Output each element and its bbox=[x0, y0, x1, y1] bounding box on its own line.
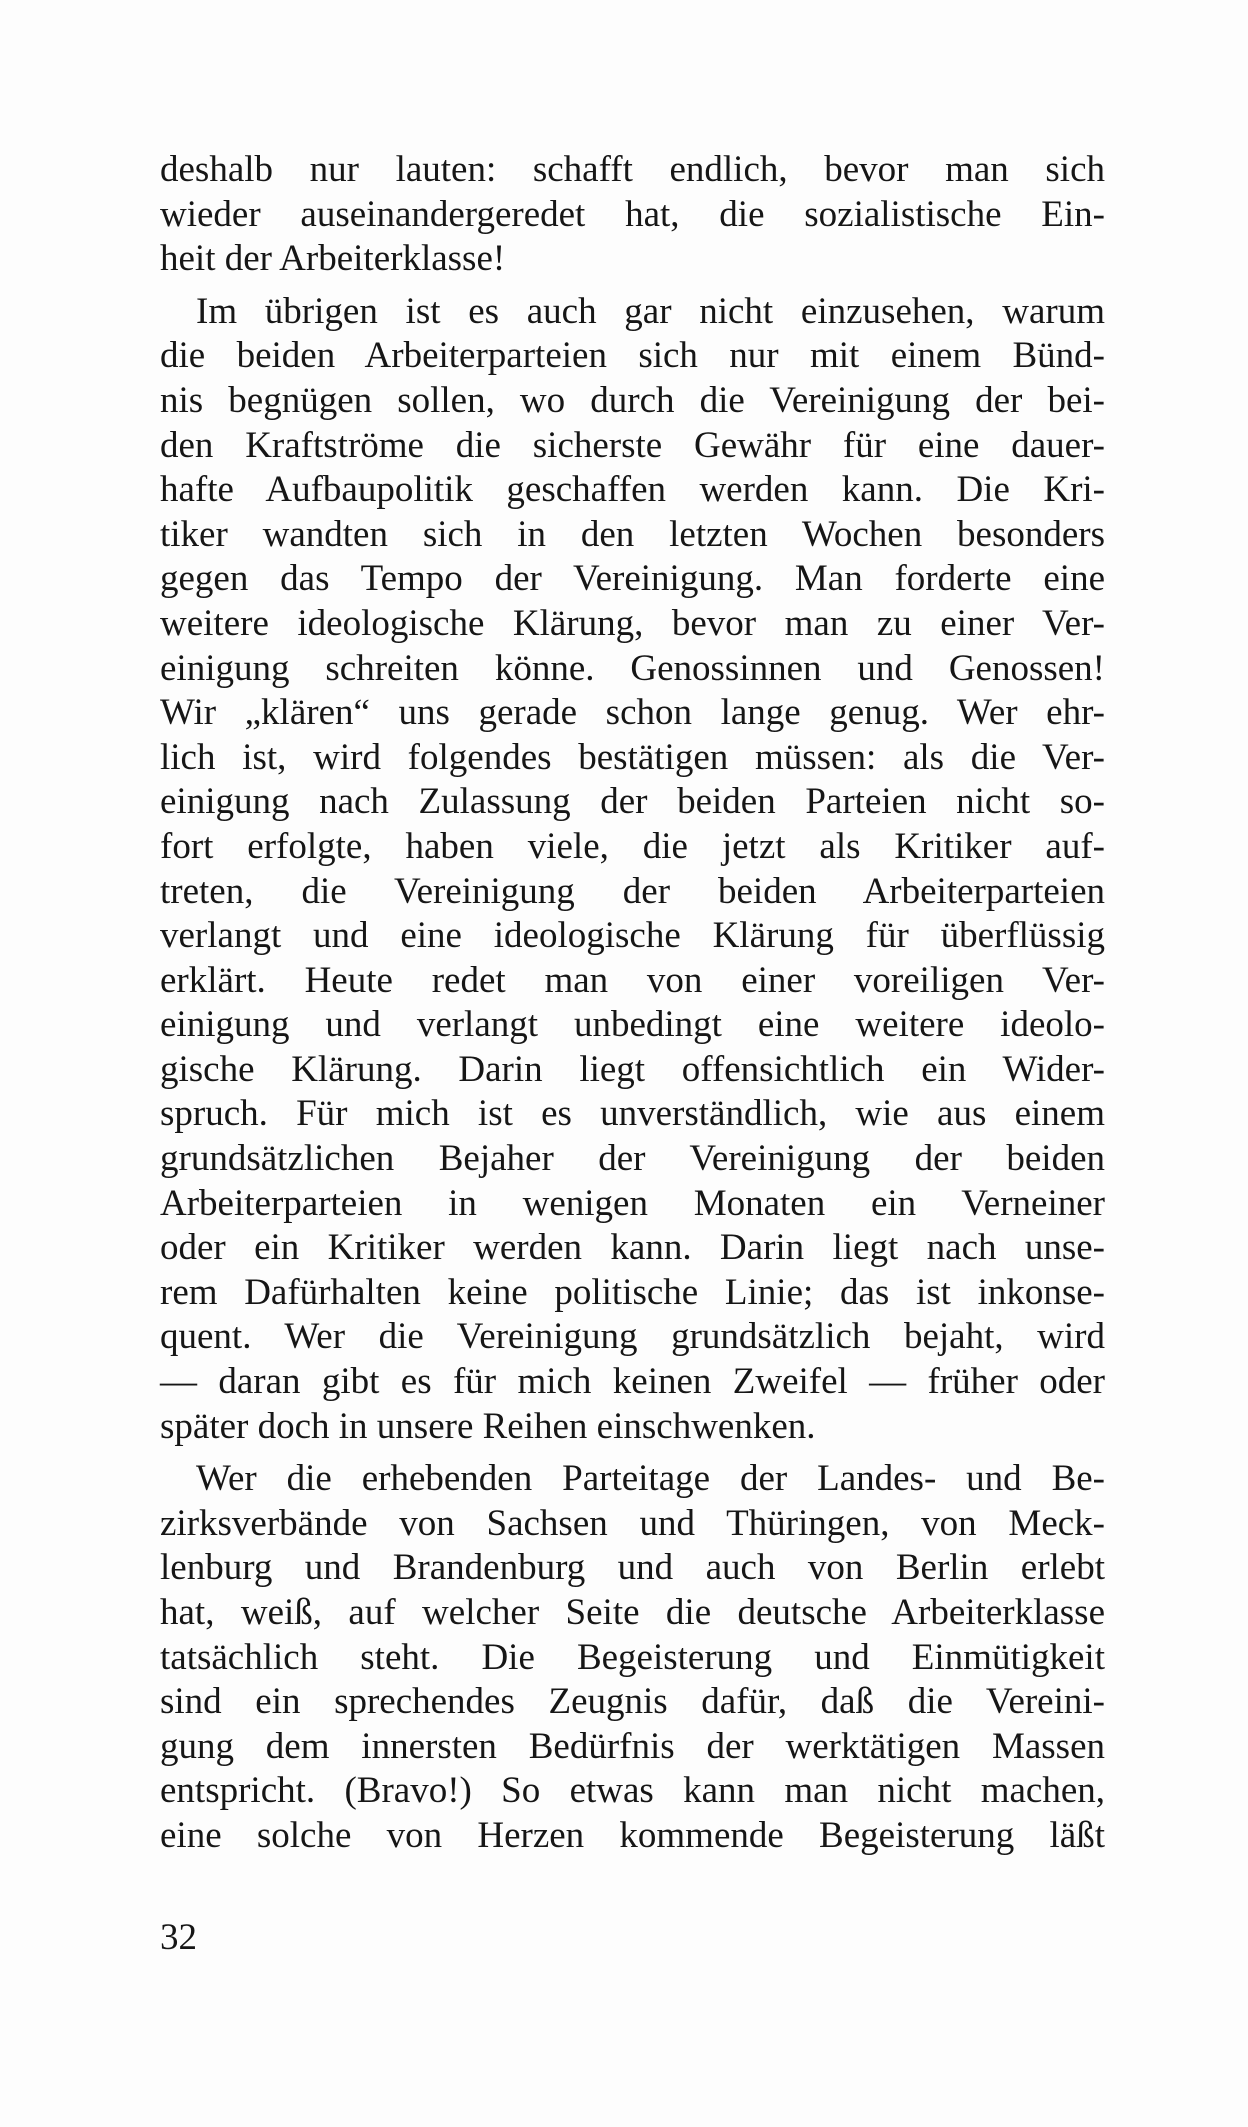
text-line: Wer die erhebenden Parteitage der Landes- und Be- bbox=[196, 1458, 1105, 1500]
text-line: weitere ideologische Klärung, bevor man zu einer Ver- bbox=[160, 602, 1105, 644]
text-line: gische Klärung. Darin liegt offensichtlich ein Wider- bbox=[160, 1048, 1105, 1090]
text-line: Wir „klären“ uns gerade schon lange genug. Wer ehr- bbox=[160, 692, 1105, 734]
text-line: — daran gibt es für mich keinen Zweifel — früher oder bbox=[160, 1361, 1105, 1403]
text-line: hafte Aufbaupolitik geschaffen werden kann. Die Kri- bbox=[160, 469, 1105, 511]
text-line: tatsächlich steht. Die Begeisterung und Einmütigkeit bbox=[160, 1636, 1105, 1678]
text-line: spruch. Für mich ist es unverständlich, wie aus einem bbox=[160, 1093, 1105, 1135]
text-line: grundsätzlichen Bejaher der Vereinigung der beiden bbox=[160, 1138, 1105, 1180]
text-line: einigung schreiten könne. Genossinnen und Genossen! bbox=[160, 647, 1105, 689]
paragraph bbox=[160, 290, 1105, 1449]
text-line: oder ein Kritiker werden kann. Darin liegt nach unse- bbox=[160, 1227, 1105, 1269]
text-line: später doch in unsere Reihen einschwenken. bbox=[160, 1405, 816, 1447]
text-line: heit der Arbeiterklasse! bbox=[160, 238, 506, 280]
text-line: Arbeiterparteien in wenigen Monaten ein Verneiner bbox=[160, 1182, 1105, 1224]
text-line: die beiden Arbeiterparteien sich nur mit einem Bünd- bbox=[160, 335, 1105, 377]
text-line: gegen das Tempo der Vereinigung. Man forderte eine bbox=[160, 558, 1105, 600]
text-line: fort erfolgte, haben viele, die jetzt als Kritiker auf- bbox=[160, 825, 1105, 867]
text-line: erklärt. Heute redet man von einer voreiligen Ver- bbox=[160, 959, 1105, 1001]
text-line: lenburg und Brandenburg und auch von Berlin erlebt bbox=[160, 1547, 1105, 1589]
paragraph bbox=[160, 1457, 1105, 1858]
text-line: deshalb nur lauten: schafft endlich, bevor man sich bbox=[160, 149, 1105, 190]
text-line: gung dem innersten Bedürfnis der werktätigen Massen bbox=[160, 1725, 1105, 1767]
text-line: nis begnügen sollen, wo durch die Vereinigung der bei- bbox=[160, 379, 1105, 421]
text-line: eine solche von Herzen kommende Begeisterung läßt bbox=[160, 1814, 1105, 1856]
paragraph bbox=[160, 148, 1105, 282]
text-line: rem Dafürhalten keine politische Linie; das ist inkonse- bbox=[160, 1271, 1105, 1313]
text-line: tiker wandten sich in den letzten Wochen besonders bbox=[160, 513, 1105, 555]
body-text bbox=[160, 148, 1105, 1859]
text-line: wieder auseinandergeredet hat, die sozialistische Ein- bbox=[160, 193, 1105, 235]
text-line: lich ist, wird folgendes bestätigen müssen: als die Ver- bbox=[160, 736, 1105, 778]
text-line: treten, die Vereinigung der beiden Arbeiterparteien bbox=[160, 870, 1105, 912]
text-line: den Kraftströme die sicherste Gewähr für eine dauer- bbox=[160, 424, 1105, 466]
text-line: hat, weiß, auf welcher Seite die deutsche Arbeiterklasse bbox=[160, 1592, 1105, 1633]
text-line: verlangt und eine ideologische Klärung für überflüssig bbox=[160, 915, 1105, 957]
page-number: 32 bbox=[160, 1917, 197, 1958]
text-line: entspricht. (Bravo!) So etwas kann man nicht machen, bbox=[160, 1770, 1105, 1812]
text-line: einigung nach Zulassung der beiden Parteien nicht so- bbox=[160, 781, 1105, 823]
text-line: einigung und verlangt unbedingt eine weitere ideolo- bbox=[160, 1004, 1105, 1046]
text-line: quent. Wer die Vereinigung grundsätzlich bejaht, wird bbox=[160, 1316, 1105, 1358]
text-line: Im übrigen ist es auch gar nicht einzusehen, warum bbox=[196, 290, 1105, 332]
text-line: zirksverbände von Sachsen und Thüringen, von Meck- bbox=[160, 1502, 1105, 1544]
text-line: sind ein sprechendes Zeugnis dafür, daß die Vereini- bbox=[160, 1681, 1105, 1723]
